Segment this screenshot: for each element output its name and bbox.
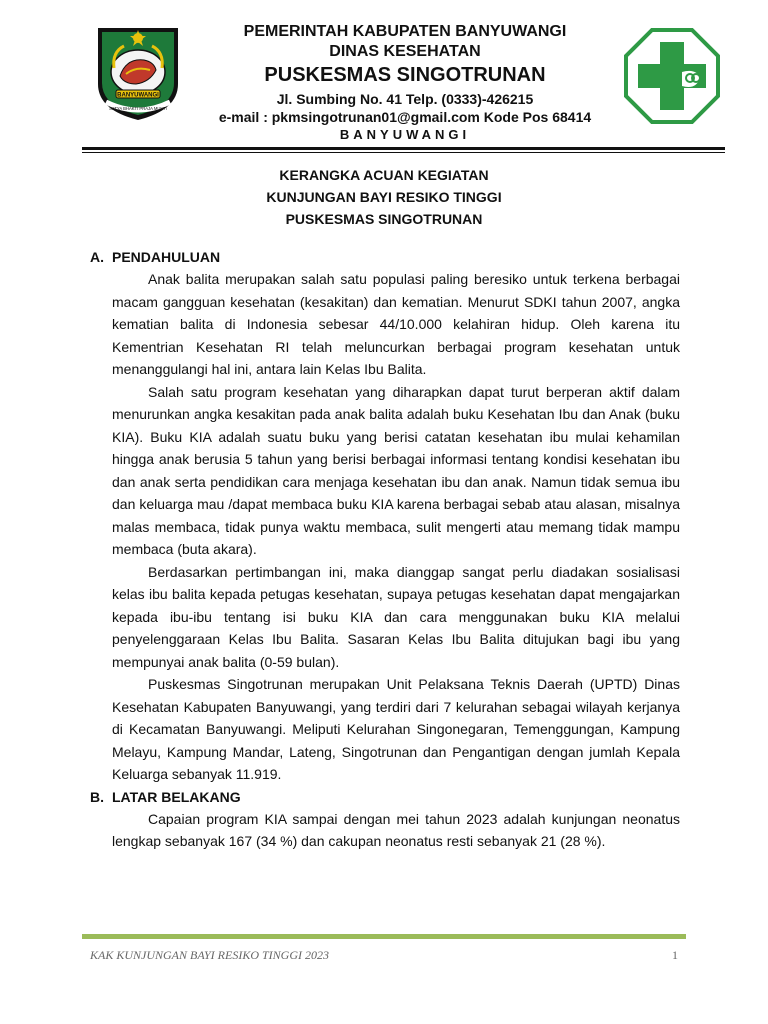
document-title bbox=[82, 164, 686, 230]
paragraph: Capaian program KIA sampai dengan mei tahun 2023 adalah kunjungan neonatus lengkap sebanyak 167 (34 %) dan cakupan neonatus resti sebanyak 21 (28 %). bbox=[112, 810, 680, 849]
seal-motto-text: SATYA BHAKTI PRAJA MUKTI bbox=[109, 106, 167, 111]
paragraph: Puskesmas Singotrunan merupakan Unit Pelaksana Teknis Daerah (UPTD) Dinas Kesehatan Kabupaten Banyuwangi, yang terdiri dari 7 kelurahan sebagai wilayah kerjanya di Kecamatan Banyuwangi. Meliputi Kelurahan Singonegaran, Temenggungan, Kampung Melayu, Kampung Mandar, Lateng, Singotrunan dan Pengantigan dengan jumlah Kepala Keluarga sebanyak 11.919. bbox=[112, 676, 680, 782]
letterhead-divider-thick bbox=[82, 147, 725, 150]
document-title-line-1: KERANGKA ACUAN KEGIATAN bbox=[279, 167, 489, 183]
footer-divider bbox=[82, 934, 686, 939]
section-heading-pendahuluan bbox=[90, 246, 680, 268]
paragraph: Salah satu program kesehatan yang diharapkan dapat turut berperan aktif dalam menurunkan angka kesakitan pada anak balita adalah buku Kesehatan Ibu dan Anak (buku KIA). Buku KIA adalah suatu buku yang berisi catatan kesehatan ibu mulai kehamilan hingga anak berusia 5 tahun yang berisi berbagai informasi tentang kondisi kesehatan ibu dan anak serta pendidikan cara menjaga kesehatan ibu dan anak. Namun tidak semua ibu dan keluarga mau /dapat membaca buku KIA karena berbagai sebab atau alasan, misalnya malas membaca, tidak punya waktu membaca, sulit mengerti atau memang tidak mampu membaca (buta akara). bbox=[112, 383, 680, 557]
document-title-line-2: KUNJUNGAN BAYI RESIKO TINGGI bbox=[266, 189, 502, 205]
page-number: 1 bbox=[672, 948, 678, 962]
letterhead-address: Jl. Sumbing No. 41 Telp. (0333)-426215 bbox=[276, 91, 534, 107]
paragraph: Anak balita merupakan salah satu populasi paling beresiko untuk terkena berbagai macam gangguan kesehatan (kesakitan) dan kematian. Menurut SDKI tahun 2007, angka kematian balita di Indonesia sebesar 44/10.000 kelahiran hidup. Oleh karena itu Kementrian Kesehatan RI telah meluncurkan berbagai program kesehatan untuk menanggulangi hal ini, antara lain Kelas Ibu Balita. bbox=[112, 271, 680, 377]
puskesmas-logo bbox=[624, 28, 720, 124]
letterhead bbox=[190, 22, 620, 144]
section-title: PENDAHULUAN bbox=[112, 249, 221, 265]
letterhead-agency: DINAS KESEHATAN bbox=[329, 43, 481, 60]
section-heading-latar-belakang bbox=[90, 786, 680, 808]
letterhead-government: PEMERINTAH KABUPATEN BANYUWANGI bbox=[243, 23, 567, 40]
letterhead-email: e-mail : pkmsingotrunan01@gmail.com Kode Pos 68414 bbox=[218, 109, 592, 125]
section-letter: B. bbox=[90, 788, 104, 805]
document-title-line-3: PUSKESMAS SINGOTRUNAN bbox=[285, 211, 483, 227]
seal-banner-text: BANYUWANGI bbox=[117, 92, 159, 99]
letterhead-institution: PUSKESMAS SINGOTRUNAN bbox=[264, 64, 546, 86]
footer-document-label: KAK KUNJUNGAN BAYI RESIKO TINGGI 2023 bbox=[90, 948, 330, 962]
letterhead-divider-thin bbox=[82, 152, 725, 153]
document-body bbox=[90, 246, 680, 853]
letterhead-city: BANYUWANGI bbox=[339, 127, 471, 142]
banyuwangi-seal-logo bbox=[92, 22, 184, 122]
paragraph: Berdasarkan pertimbangan ini, maka dianggap sangat perlu diadakan sosialisasi kelas ibu balita kepada petugas kesehatan, supaya petugas kesehatan dapat mengajarkan kepada ibu-ibu tentang isi buku KIA dan cara menggunakan buku KIA melalui penyelenggaraan Kelas Ibu Balita. Sasaran Kelas Ibu Balita ditujukan bagi ibu yang mempunyai anak balita (0-59 bulan). bbox=[112, 563, 680, 670]
section-letter: A. bbox=[90, 249, 104, 265]
section-title: LATAR BELAKANG bbox=[112, 788, 241, 805]
